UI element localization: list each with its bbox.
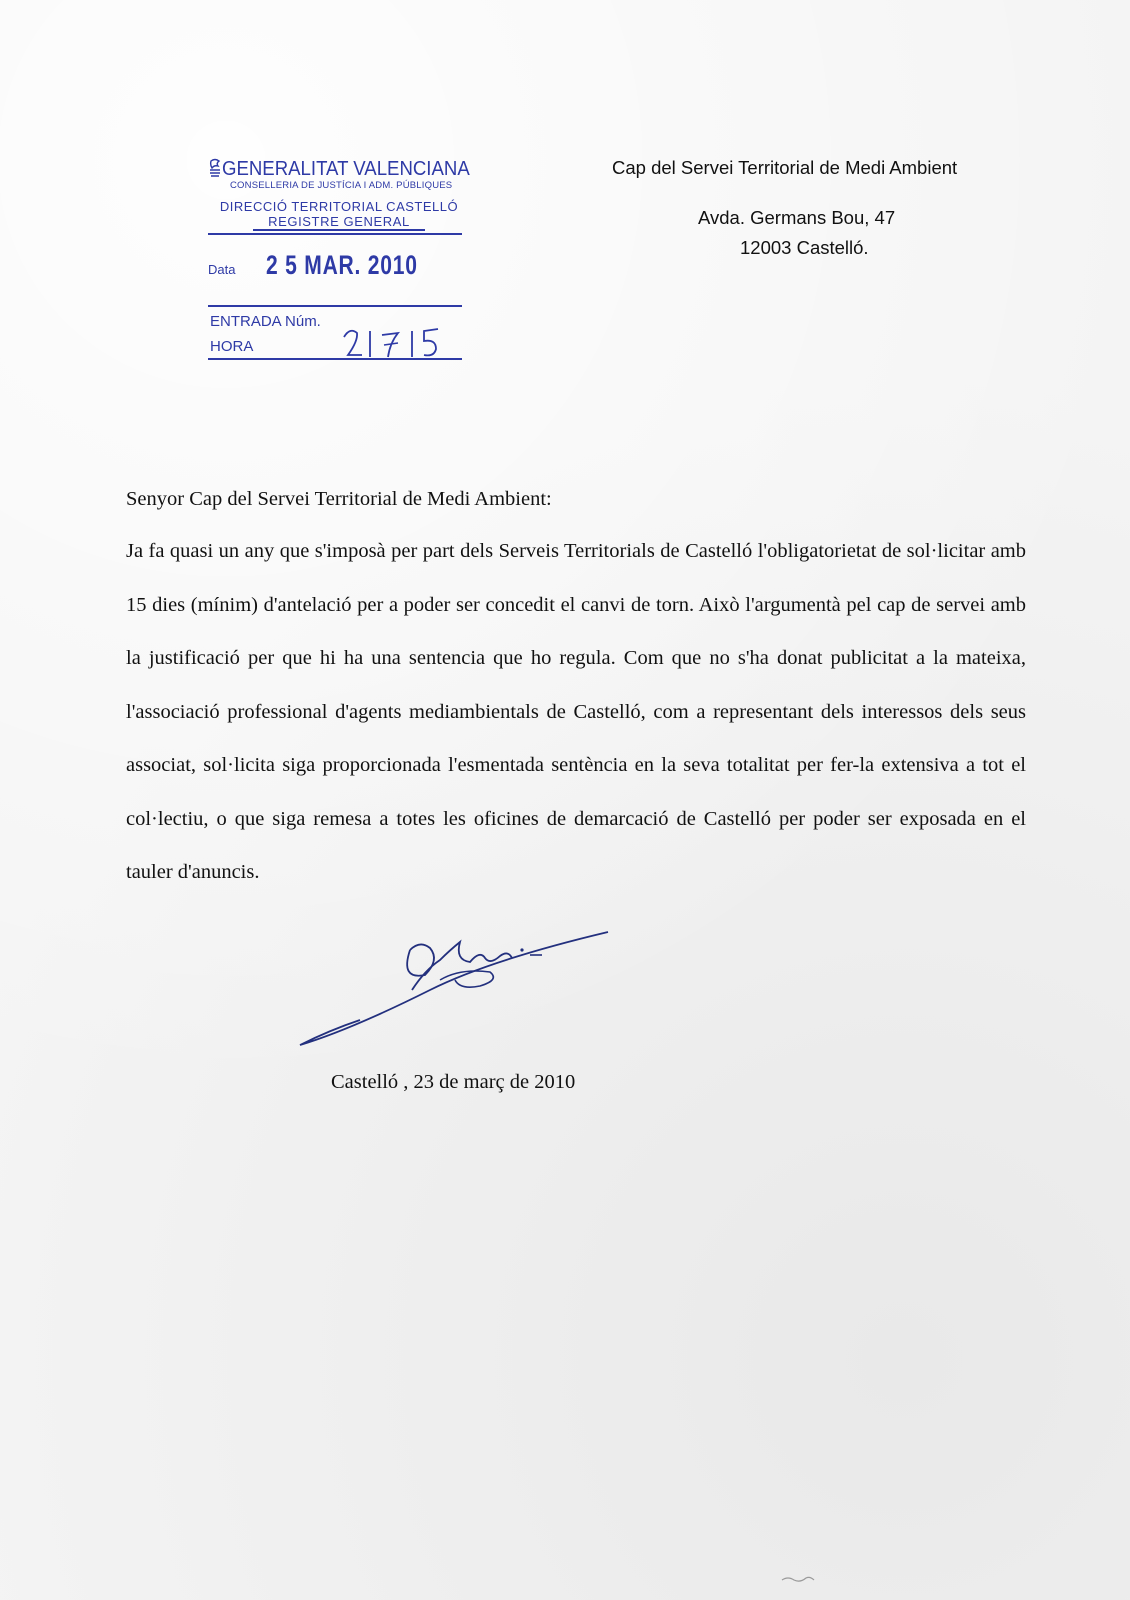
paper-smudge: [780, 1574, 816, 1584]
stamp-registry: REGISTRE GENERAL: [268, 214, 410, 229]
letter-body: Ja fa quasi un any que s'imposà per part dels Serveis Territorials de Castelló l'obligatorietat de sol·licitar amb 15 dies (mínim) d'antelació per a poder ser concedit el canvi de torn. Això l'argumentà pel cap de servei amb la justificació per que hi ha una sentencia que ho regula. Com que no s'ha donat publicitat a la mateixa, l'associació professional d'agents mediambientals de Castelló, com a representant dels interessos dels seus associat, sol·licita siga proporcionada l'esmentada sentència en la seva totalitat per fer-la extensiva a tot el col·lectiu, o que siga remesa a totes les oficines de demarcació de Castelló per poder ser exposada en el tauler d'anuncis.: [126, 540, 1026, 883]
stamp-divider: [253, 229, 425, 231]
recipient-street: Avda. Germans Bou, 47: [698, 207, 896, 228]
letter-salutation: Senyor Cap del Servei Territorial de Medi Ambient:: [126, 488, 552, 510]
stamp-hour-label: HORA: [210, 338, 254, 355]
letter-closing: Castelló , 23 de març de 2010: [331, 1071, 576, 1093]
stamp-divider: [208, 305, 462, 307]
registry-stamp: [208, 158, 470, 368]
stamp-date-label: Data: [208, 262, 236, 277]
recipient-city: 12003 Castelló.: [740, 237, 869, 258]
stamp-directorate: DIRECCIÓ TERRITORIAL CASTELLÓ: [219, 199, 459, 214]
stamp-date-value: 2 5 MAR. 2010: [266, 250, 418, 280]
recipient-title: Cap del Servei Territorial de Medi Ambient: [612, 157, 958, 178]
handwritten-entry-number: [340, 323, 470, 363]
generalitat-logo-icon: [208, 158, 222, 180]
stamp-department: CONSELLERIA DE JUSTÍCIA I ADM. PÚBLIQUES: [230, 180, 453, 191]
stamp-divider: [208, 233, 462, 235]
stamp-organization: GENERALITAT VALENCIANA: [222, 158, 470, 180]
handwritten-signature: [290, 920, 630, 1070]
stamp-entry-label: ENTRADA Núm.: [210, 313, 321, 330]
